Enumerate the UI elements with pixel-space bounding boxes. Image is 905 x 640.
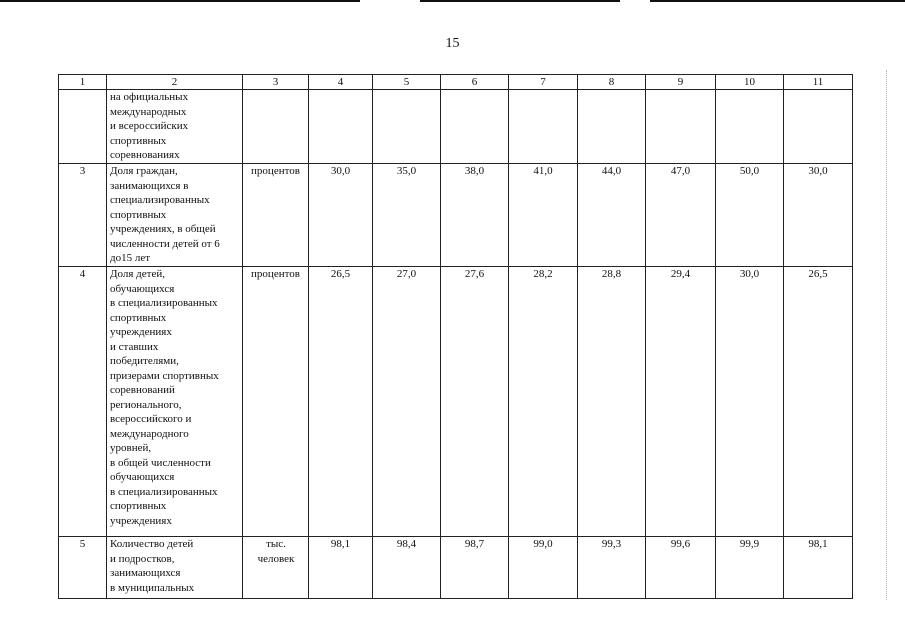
- value-cell: 28,2: [509, 267, 578, 537]
- value-cell: 99,9: [716, 537, 784, 599]
- value-cell: 27,6: [441, 267, 509, 537]
- scan-top-line-left: [0, 0, 360, 2]
- value-cell: [441, 90, 509, 164]
- header-cell: 10: [716, 75, 784, 90]
- table-row: [59, 537, 853, 599]
- value-cell: [646, 90, 716, 164]
- row-number: 5: [59, 537, 107, 599]
- header-cell: 8: [578, 75, 646, 90]
- value-cell: [309, 90, 373, 164]
- header-cell: 5: [373, 75, 441, 90]
- value-cell: 98,1: [784, 537, 853, 599]
- value-cell: [716, 90, 784, 164]
- value-cell: 99,0: [509, 537, 578, 599]
- table-row: [59, 267, 853, 537]
- scan-edge-mark: [885, 70, 887, 600]
- row-number: 3: [59, 164, 107, 267]
- value-cell: 35,0: [373, 164, 441, 267]
- value-cell: [509, 90, 578, 164]
- value-cell: 27,0: [373, 267, 441, 537]
- row-number: 4: [59, 267, 107, 537]
- value-cell: 99,3: [578, 537, 646, 599]
- header-cell: 1: [59, 75, 107, 90]
- value-cell: 41,0: [509, 164, 578, 267]
- value-cell: [784, 90, 853, 164]
- header-cell: 2: [107, 75, 243, 90]
- row-number: [59, 90, 107, 164]
- indicator-name: Количество детей и подростков, занимающихся в муниципальных: [107, 537, 243, 599]
- unit-cell: процентов: [243, 267, 309, 537]
- value-cell: 38,0: [441, 164, 509, 267]
- header-cell: 11: [784, 75, 853, 90]
- indicator-name: на официальных международных и всероссийских спортивных соревнованиях: [107, 90, 243, 164]
- scan-top-line-mid: [420, 0, 620, 2]
- value-cell: 28,8: [578, 267, 646, 537]
- header-cell: 4: [309, 75, 373, 90]
- header-cell: 6: [441, 75, 509, 90]
- header-cell: 7: [509, 75, 578, 90]
- table-row: [59, 164, 853, 267]
- value-cell: 26,5: [784, 267, 853, 537]
- value-cell: 99,6: [646, 537, 716, 599]
- value-cell: 47,0: [646, 164, 716, 267]
- value-cell: 98,4: [373, 537, 441, 599]
- indicators-table: [58, 74, 853, 599]
- scan-top-line-right: [650, 0, 905, 2]
- unit-cell: тыс. человек: [243, 537, 309, 599]
- unit-cell: [243, 90, 309, 164]
- value-cell: 26,5: [309, 267, 373, 537]
- header-cell: 3: [243, 75, 309, 90]
- indicator-name: Доля граждан, занимающихся в специализированных спортивных учреждениях, в общей численности детей от 6 до15 лет: [107, 164, 243, 267]
- value-cell: 98,7: [441, 537, 509, 599]
- header-cell: 9: [646, 75, 716, 90]
- value-cell: [373, 90, 441, 164]
- indicator-name: Доля детей, обучающихся в специализированных спортивных учреждениях и ставших победителями, призерами спортивных соревнований регионального, всероссийского и международного уровней, в общей численности обучающихся в специализированных спортивных учреждениях: [107, 267, 243, 537]
- value-cell: 98,1: [309, 537, 373, 599]
- value-cell: 29,4: [646, 267, 716, 537]
- table-row: [59, 90, 853, 164]
- value-cell: 44,0: [578, 164, 646, 267]
- page-number: 15: [445, 36, 460, 51]
- header-row: [59, 75, 853, 90]
- value-cell: 50,0: [716, 164, 784, 267]
- unit-cell: процентов: [243, 164, 309, 267]
- value-cell: 30,0: [309, 164, 373, 267]
- value-cell: 30,0: [784, 164, 853, 267]
- value-cell: 30,0: [716, 267, 784, 537]
- value-cell: [578, 90, 646, 164]
